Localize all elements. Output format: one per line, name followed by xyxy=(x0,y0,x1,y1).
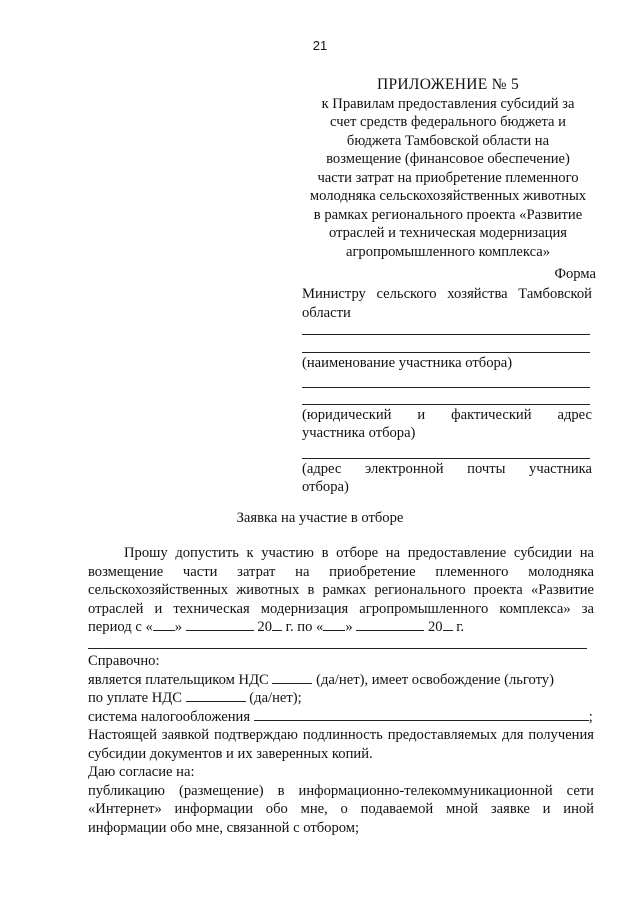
tax-system-line: система налогообложения ; xyxy=(88,708,593,725)
addressee: Министру сельского хозяйства Тамбовской области xyxy=(302,286,592,321)
quote-close-1: » xyxy=(174,619,183,635)
consent-label: Даю согласие на: xyxy=(88,764,195,780)
participant-name-line-1 xyxy=(302,334,590,335)
day-blank-2 xyxy=(323,618,345,631)
appendix-line: отраслей и техническая модернизация xyxy=(328,225,568,241)
appendix-title: ПРИЛОЖЕНИЕ № 5 xyxy=(376,76,520,93)
appendix-line: возмещение (финансовое обеспечение) xyxy=(326,151,570,167)
request-text: Прошу допустить к участию в отборе на предоставление субсидии на возмещение части затрат на приобретение племенного молодняка сельскохозяйственных животных в рамках регионального проекта «Развитие отраслей и техническая модернизация агропромышленного комплекса» за xyxy=(88,545,594,617)
vat-exempt-line: по уплате НДС (да/нет); xyxy=(88,690,302,706)
publication-paragraph: публикацию (размещение) в информационно-телекоммуникационной сети «Интернет» информации обо мне, о подаваемой мной заявке и иной информации обо мне, связанной с отбором; xyxy=(88,782,594,836)
year-prefix-2: 20 xyxy=(427,619,443,635)
appendix-line: в рамках регионального проекта «Развитие xyxy=(313,206,583,223)
year-blank-1 xyxy=(272,618,282,631)
period-prefix: период с « xyxy=(88,619,153,635)
address-line-2 xyxy=(302,404,590,405)
appendix-line: к Правилам предоставления субсидий за xyxy=(321,95,575,112)
vat-exempt-blank xyxy=(186,689,246,702)
request-paragraph xyxy=(88,544,594,637)
appendix-line: счет средств федерального бюджета и xyxy=(330,114,566,130)
page-number: 21 xyxy=(312,38,328,53)
period-line xyxy=(88,618,594,637)
appendix-line: агропромышленного комплекса» xyxy=(345,243,551,260)
address-line-1 xyxy=(302,387,590,388)
confirm-paragraph: Настоящей заявкой подтверждаю подлинность предоставляемых для получения субсидии документов и их заверенных копий. xyxy=(88,727,594,762)
appendix-line: бюджета Тамбовской области на xyxy=(346,132,550,149)
month-blank-1 xyxy=(186,618,254,631)
reference-label: Справочно: xyxy=(88,653,160,669)
day-blank-1 xyxy=(153,618,175,631)
g-po: г. по « xyxy=(285,619,324,635)
vat-payer-line: является плательщиком НДС (да/нет), имеет освобождение (льготу) xyxy=(88,671,554,688)
participant-name-caption: (наименование участника отбора) xyxy=(302,355,513,371)
reference-block xyxy=(88,652,594,837)
year-blank-2 xyxy=(443,618,453,631)
email-caption-1: (адрес электронной почты участника xyxy=(302,461,592,477)
separator-line xyxy=(88,648,587,649)
appendix-header xyxy=(300,76,596,261)
year-prefix-1: 20 xyxy=(257,619,272,635)
application-title: Заявка на участие в отборе xyxy=(236,510,404,526)
month-blank-2 xyxy=(356,618,424,631)
appendix-line: молодняка сельскохозяйственных животных xyxy=(309,188,587,204)
quote-close-2: » xyxy=(345,619,353,635)
address-caption-1: (юридический и фактический адрес xyxy=(302,407,592,423)
email-line xyxy=(302,458,590,459)
tax-system-blank xyxy=(254,708,589,721)
vat-payer-blank xyxy=(272,671,312,684)
email-caption-2: отбора) xyxy=(302,479,349,495)
g-end: г. xyxy=(456,619,465,635)
form-label: Форма xyxy=(554,266,596,282)
address-caption-2: участника отбора) xyxy=(302,425,416,441)
participant-name-line-2 xyxy=(302,352,590,353)
appendix-line: части затрат на приобретение племенного xyxy=(317,169,579,186)
